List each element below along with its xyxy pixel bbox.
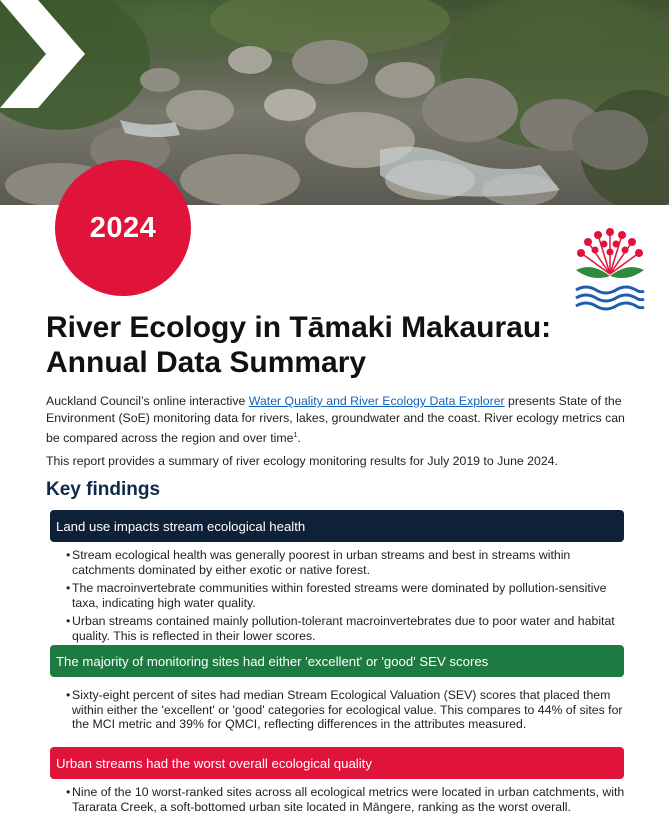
finding-bar-sev-scores xyxy=(50,645,624,677)
intro-text-start: Auckland Council’s online interactive xyxy=(46,394,249,408)
report-text-start: This report provides a summary of xyxy=(46,454,236,468)
year-label: 2024 xyxy=(89,211,157,244)
finding-heading: The majority of monitoring sites had either 'excellent' or 'good' SEV scores xyxy=(56,653,489,669)
finding-bullets-sev-scores xyxy=(66,688,626,736)
page-title: River Ecology in Tāmaki Makaurau: Annual Data Summary xyxy=(46,311,552,379)
intro-text-end: . xyxy=(297,431,301,446)
finding-bullets-urban-streams xyxy=(66,785,626,818)
list-item: • Sixty-eight percent of sites had median Stream Ecological Valuation (SEV) scores that placed them within either the 'excellent' or 'good' categories for ecological value. This compares to 44% of sites for the MCI metric and 39% for QMCI, reflecting differences in the attributes measured. xyxy=(66,688,626,732)
year-badge xyxy=(55,160,191,296)
report-text-middle: monitoring results for xyxy=(305,454,428,468)
finding-bullets-land-use xyxy=(66,548,626,647)
list-item: • Stream ecological health was generally poorest in urban streams and best in streams within catchments dominated by either exotic or native forest. xyxy=(66,548,626,577)
report-text-end: . xyxy=(554,454,558,468)
key-findings-heading: Key findings xyxy=(46,479,161,500)
intro-text-rest: presents State of the Environment (SoE) monitoring data for rivers, lakes, groundwater and the coast. River ecology metrics can be compared across the region and over time xyxy=(46,394,625,446)
intro-paragraph xyxy=(46,393,636,447)
report-summary-paragraph xyxy=(46,453,636,470)
finding-heading: Land use impacts stream ecological health xyxy=(56,518,306,534)
footnote-marker: 1 xyxy=(293,432,298,439)
report-highlight-period: July 2019 to June 2024 xyxy=(427,454,555,468)
finding-heading: Urban streams had the worst overall ecological quality xyxy=(56,755,372,771)
list-item: • Urban streams contained mainly pollution-tolerant macroinvertebrates due to poor water and habitat quality. This is reflected in their lower scores. xyxy=(66,614,626,643)
finding-bar-land-use xyxy=(50,510,624,542)
pohutukawa-logo-icon xyxy=(572,226,648,314)
report-highlight-topic: river ecology xyxy=(235,454,306,468)
finding-bar-urban-streams xyxy=(50,747,624,779)
list-item: • The macroinvertebrate communities within forested streams were dominated by pollution-sensitive taxa, indicating high water quality. xyxy=(66,581,626,610)
list-item: • Nine of the 10 worst-ranked sites across all ecological metrics were located in urban catchments, with Tararata Creek, a soft-bottomed urban site located in Māngere, ranking as the worst overall. xyxy=(66,785,626,814)
data-explorer-link[interactable]: Water Quality and River Ecology Data Explorer xyxy=(248,394,505,408)
